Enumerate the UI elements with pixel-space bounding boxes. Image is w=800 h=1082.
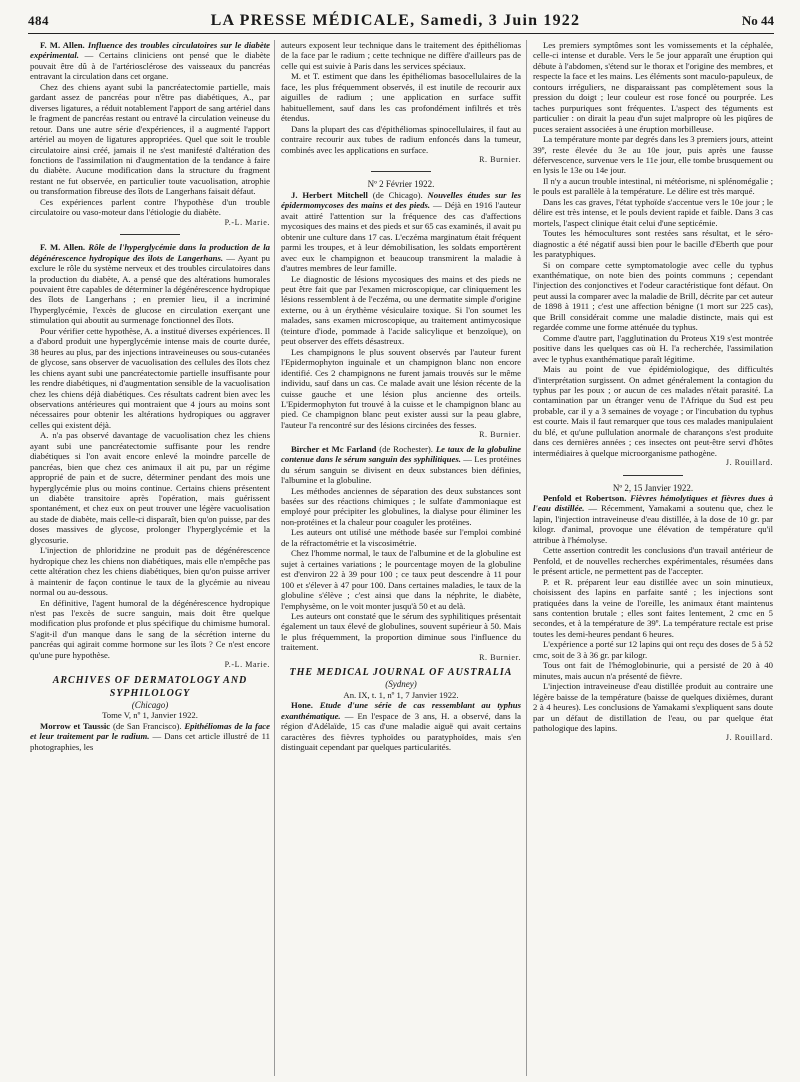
article-lead [30, 40, 270, 82]
article-text: — Les protéines du sérum sanguin se divisent en deux substances bien définies, l'albumine et la globuline. [281, 454, 521, 486]
article-separator [120, 234, 180, 235]
article-paragraph: Les auteurs ont constaté que le sérum des syphilitiques présentait également un taux élevé de globulines, souvent supérieur à 50. Mais le plus fréquemment, la proportion diminue sous l'influence du traitement. [281, 611, 521, 653]
article-paragraph: Toutes les hémocultures sont restées sans résultat, et le séro-diagnostic a été négatif aussi bien pour le bacille d'Eberth que pour les paratyphiques. [533, 228, 773, 260]
article-morrow-taussic-continued [281, 40, 521, 165]
article-text: — Certains cliniciens ont pensé que le diabète pouvait être dû à de l'artériosclérose des vaisseaux du pancréas entravant la circulation dans cet organe. [30, 50, 270, 82]
article-paragraph: Si on compare cette symptomatologie avec celle du typhus exanthématique, on note bien des points communs ; cependant l'injection des conjonctives et l'odeur caractéristique font défaut. On peut aussi la comparer avec la maladie de Brill, décrite par cet auteur de 1898 à 1911 ; c'est une affection bénigne (1 mort sur 225 cas), que Brill considérait comme une maladie distincte, mais qui est regardée comme une forme atténuée du typhus. [533, 259, 773, 333]
article-separator [623, 475, 683, 476]
article-paragraph: M. et T. estiment que dans les épithéliomas basocellulaires de la face, les plus fréquemment observés, il est inutile de recourir aux aiguilles de radium ; une application en surface suffit habituellement, sauf dans les cas profondément infiltrés et très étendus. [281, 71, 521, 124]
article-title: Le taux de la globuline contenue dans le sérum sanguin des syphilitiques. [281, 443, 521, 465]
journal-city: (Chicago) [131, 699, 169, 710]
page-header [28, 12, 774, 32]
article-lead [281, 190, 521, 274]
article-title: Etude d'une série de cas ressemblant au typhus exanthématique. [281, 700, 521, 721]
article-allen-circulatory [30, 40, 270, 228]
article-author: Penfold et Robertson. [543, 493, 627, 504]
article-paragraph: L'injection de phloridzine ne produit pas de dégénérescence hydropique chez les chiens non diabétiques, mais elle n'empêche pas cette altération chez les chiens diabétiques, bien qu'on puisse arriver à maintenir de façon continue le taux de la glycémie au niveau normal ou au-dessous. [30, 545, 270, 598]
article-penfold-robertson [533, 493, 773, 744]
article-paragraph: Dans les cas graves, l'état typhoïde s'accentue vers le 10e jour ; le délire est très intense, et le pouls devient rapide et faible. Dans 3 cas mortels, l'aspect clinique était celui d'une septicémie. [533, 196, 773, 228]
article-text: — Ayant pu exclure le rôle du système nerveux et des troubles circulatoires dans la production du diabète, A. a pensé que des altérations humorales pouvaient être capables de déterminer la dégénérescence hydropique des îlots de Langerhans ; en premier lieu, il a incriminé l'hyperglycémie, l'excès de glucose en circulation exerçant une stimulation qui aboutit au surmenage fonctionnel des îlots. [30, 252, 270, 326]
article-signature: P.-L. Marie. [224, 660, 270, 670]
column-right [533, 40, 773, 1072]
article-place: (de Rochester). [379, 443, 433, 454]
article-paragraph: La température monte par degrés dans les 3 premiers jours, atteint 39º, reste élevée du 3e au 10e jour, puis après une fausse défervescence, survenue vers le 11e jour, elle tombe brusquement ou en lysis le 13e ou 14e jour. [533, 134, 773, 176]
article-lead [30, 721, 270, 752]
column-divider [526, 40, 527, 1076]
article-text: — Déjà en 1916 l'auteur avait attiré l'attention sur la fréquence des cas d'affections mycosiques des mains et des pieds et sur 65 cas examinés, il avait pu obtenir une culture dans 17 cas. L'eczéma marginatum était fréquent parmi les troupes, et à leur démobilisation, les soldats emportèrent avec eux le champignon et beaucoup transmirent la maladie à d'autres membres de leur famille. [281, 200, 521, 274]
article-lead [30, 242, 270, 326]
issue-date: Nº 2, 15 Janvier 1922. [612, 482, 694, 493]
article-text: — En l'espace de 3 ans, H. a observé, dans la région d'Adélaïde, 15 cas d'une maladie aiguë qui avait certains caractères des fièvres typhoïdes ou paratyphoïdes, mais s'en distinguait cependant par quelques particularités. [281, 710, 521, 752]
article-author: Morrow et Taussic [40, 720, 111, 731]
page-number: 484 [28, 13, 49, 28]
article-lead [281, 444, 521, 486]
article-signature: R. Burnier. [479, 154, 521, 164]
article-paragraph: Dans la plupart des cas d'épithéliomas spinocellulaires, il faut au contraire recourir aux tubes de radium enfoncés dans la tumeur, combinés avec les applications en surface. [281, 123, 521, 155]
article-paragraph: Ces expériences parlent contre l'hypothèse d'un trouble circulatoire ou vaso-moteur dans l'étiologie du diabète. [30, 196, 270, 218]
article-title: Fièvres hémolytiques et fièvres dues à l'eau distillée. [533, 493, 773, 514]
article-text: — Dans cet article illustré de 11 photographies, les [30, 731, 270, 752]
article-lead [533, 493, 773, 545]
journal-issue: Tome V, nº 1, Janvier 1922. [102, 710, 198, 721]
article-paragraph: Il n'y a aucun trouble intestinal, ni météorisme, ni splénomégalie ; le pouls est parallèle à la température. Le délire est très marqué. [533, 175, 773, 197]
article-paragraph: Les auteurs ont utilisé une méthode basée sur l'emploi combiné de la réfractométrie et la viscosimétrie. [281, 527, 521, 548]
article-paragraph: Les premiers symptômes sont les vomissements et la céphalée, celle-ci intense et durable. Vers le 5e jour apparaît une éruption qui débute à l'abdomen, s'étend sur le thorax et l'origine des membres, et respecte la face et les mains. Les éléments sont maculo-papuleux, de contours irréguliers, ne disparaissant pas complètement sous la pression du doigt ; leur couleur est rose foncé ou pourprée. Les taches purpuriques sont fréquentes. L'aspect des téguments est particulier : on dirait la peau d'un sujet malpropre où les piqûres de puces seraient associées à une éruption morbilleuse. [533, 40, 773, 134]
column-middle [281, 40, 521, 1072]
issue-date: Nº 2 Février 1922. [367, 179, 435, 190]
article-paragraph: P. et R. préparent leur eau distillée avec un soin minutieux, choisissent des lapins en parfaite santé ; les injections sont pratiquées dans la veine de l'oreille, les animaux étant maintenus sans contention brutale ; elles sont faites lentement, 2 cmc en 5 secondes, et à la température de 39º. La température rectale est prise toutes les demi-heures pendant 6 heures. [533, 576, 773, 639]
article-paragraph: L'injection intraveineuse d'eau distillée produit au contraire une légère baisse de la température (baisse de quelques dixièmes, durant 2 à 4 heures). Les conclusions de Yamakami s'expliquent sans doute par un défaut de distillation de l'eau, ou par quelque état pathologique des lapins. [533, 681, 773, 733]
article-paragraph: Cette assertion contredit les conclusions d'un travail antérieur de Penfold, et de nouvelles recherches expérimentales, résumées dans le présent article, ne permettent pas de l'accepter. [533, 545, 773, 577]
article-place: (de San Francisco). [112, 720, 182, 731]
header-rule [28, 33, 774, 34]
article-paragraph: Mais au point de vue épidémiologique, des difficultés d'interprétation surgissent. On admet généralement la contagion du typhus par les poux ; or aucun de ces malades n'était parasité. La contamination par un étranger venu de l'Afrique du Sud est peu probable, car il y a 3 semaines de voyage ; or l'incubation du typhus est courte. Mais il faut remarquer que tous ces malades manipulaient du blé, et qu'une pullulation anormale de charançons s'est produite dans ces dernières années ; ces insectes ont peut-être servi d'hôtes intermédiaires à quelque microorganisme pathogène. [533, 364, 773, 458]
journal-heading: ARCHIVES OF DERMATOLOGY AND SYPHILOLOGY [52, 674, 248, 699]
article-mitchell [281, 190, 521, 441]
article-text: — Récemment, Yamakami a soutenu que, chez le lapin, l'injection intraveineuse d'eau distillée, à la dose de 10 gr. par kilogr. d'animal, provoque une élévation de température qu'il attribue à l'hémolyse. [533, 503, 773, 545]
article-signature: R. Burnier. [479, 430, 521, 440]
article-morrow-taussic [30, 721, 270, 752]
journal-city: (Sydney) [385, 679, 417, 690]
article-author: F. M. Allen. [40, 242, 86, 253]
article-signature: J. Rouillard. [725, 733, 773, 743]
article-paragraph: En définitive, l'agent humoral de la dégénérescence hydropique n'est pas l'excès de sucre sanguin, mais doit être quelque modification plus profonde et plus spécifique du chimisme humoral. S'agit-il d'un manque dans le sang de la sécrétion interne du pancréas qui agirait comme hormone sur les îlots ? Ce n'est encore qu'une pure hypothèse. [30, 597, 270, 660]
article-paragraph: Les champignons le plus souvent observés par l'auteur furent l'Epidermophyton inguinale et un champignon blanc non encore identifié. Ces 2 champignons ne furent jamais trouvés sur le même individu, sauf dans un cas. Ce malade avait une lésion récente de la cuisse gauche et une lésion plus ancienne des orteils. L'Epidermophyton fut trouvé à la cuisse et le champignon blanc au pied. Ce champignon blanc peut exister aussi sur la peau glabre, l'auteur l'a rencontré sur des lésions circinées des fesses. [281, 346, 521, 430]
journal-issue: An. IX, t. 1, nº 1, 7 Janvier 1922. [343, 689, 459, 700]
article-bircher-mcfarland [281, 444, 521, 664]
article-signature: P.-L. Marie. [224, 217, 270, 227]
article-title: Influence des troubles circulatoires sur le diabète expérimental. [30, 40, 270, 61]
article-separator [371, 171, 431, 172]
article-signature: R. Burnier. [479, 652, 521, 662]
column-left [30, 40, 270, 1072]
article-paragraph: Tous ont fait de l'hémoglobinurie, qui a persisté de 20 à 40 minutes, mais aucun n'a présenté de fièvre. [533, 660, 773, 681]
article-paragraph: Pour vérifier cette hypothèse, A. a institué diverses expériences. Il a d'abord produit une hyperglycémie intense mais de courte durée, 38 heures au plus, par des injections intraveineuses ou sous-cutanées de glycose, sans observer de vacuolisation des cellules des îlots chez les chiens ayant subi une pancréatectomie partielle insuffisante pour les rendre diabétiques, ni d'augmentation sensible de la vacuolisation chez les chiens déjà diabétiques. Ces résultats cadrent bien avec les observations antérieures qui montraient que 4 jours au moins sont nécessaires pour obtenir les altérations hydropiques ou aggraver celles qui existent déjà. [30, 325, 270, 430]
article-author: F. M. Allen. [40, 40, 85, 50]
article-hone-continued [533, 40, 773, 469]
article-hone [281, 700, 521, 752]
article-title: Epithéliomas de la face et leur traitement par le radium. [30, 720, 270, 742]
journal-heading: THE MEDICAL JOURNAL OF AUSTRALIA [289, 667, 513, 679]
column-divider [274, 40, 275, 1076]
article-paragraph: Le diagnostic de lésions mycosiques des mains et des pieds ne peut être fait que par l'examen microscopique, car cliniquement les lésions ressemblent à de l'eczéma, ou une dermatite simple d'origine externe, ou à un érythème vésiculaire toxique. Si l'on soumet les malades, sans examen microscopique, au traitement antimycosique (teinture d'iode, pommade à l'acide salicylique et benzoïque), on peut observer des effets désastreux. [281, 273, 521, 347]
article-title: Rôle de l'hyperglycémie dans la production de la dégénérescence hydropique des îlots de Langerhans. [30, 242, 270, 263]
article-paragraph: Les méthodes anciennes de séparation des deux substances sont basées sur des réactions chimiques ; le sulfate d'ammoniaque est employé pour précipiter les globulines, la dialyse pour éliminer les non-protéines et la chaleur pour coaguler les protéines. [281, 485, 521, 527]
article-paragraph: A. n'a pas observé davantage de vacuolisation chez les chiens ayant subi une pancréatectomie suffisante pour les rendre diabétiques si l'on avait encore enlevé la moindre parcelle de pancréas, bien que chez ces animaux il ait pu, par un régime approprié de pain et de sucre, déterminer pendant des mois une hyperglycémie plus ou moins continue. Certains chiens présentent un diabète transitoire après l'opération, mais guérissent spontanément, et chez eux on peut trouver une légère vacuolisation au stade de diabète, mais celle-ci disparaît, bien qu'on puisse, par des doses massives de glycose, prolonger l'hyperglycémie et la glycosurie. [30, 430, 270, 545]
article-signature: J. Rouillard. [725, 458, 773, 468]
article-author: J. Herbert Mitchell [291, 189, 368, 200]
article-paragraph: Comme d'autre part, l'agglutination du Proteus X19 s'est montrée positive dans les quelques cas où H. l'a recherchée, l'assimilation avec le typhus exanthématique paraît légitime. [533, 332, 773, 364]
article-paragraph: auteurs exposent leur technique dans le traitement des épithéliomas de la face par le radium ; cette technique ne diffère d'ailleurs pas de celle qui est suivie à Paris dans les services spéciaux. [281, 40, 521, 71]
article-lead [281, 700, 521, 752]
article-paragraph: Chez des chiens ayant subi la pancréatectomie partielle, mais gardant assez de pancréas pour n'être pas diabétiques, A., par diverses ligatures, a réduit notablement l'apport de sang artériel dans le fragment de pancréas restant ou entravé la circulation veineuse du retour. Dans une autre série d'expériences, il a augmenté l'apport artériel au moyen de ligatures appropriées. Quel que soit le trouble circulatoire ainsi créé, jamais il ne s'est manifesté d'altération des fonctions de l'assimilation ni d'augmentation de la tendance à faire du diabète. Aucune modification dans la structure du fragment restant ne fut observée, en particulier toute vacuolisation, atrophie ou transformation fibreuse des îlots de Langerhans faisait défaut. [30, 81, 270, 197]
article-allen-hyperglycemia [30, 242, 270, 671]
journal-title: LA PRESSE MÉDICALE, Samedi, 3 Juin 1922 [210, 12, 581, 29]
article-paragraph: Chez l'homme normal, le taux de l'albumine et de la globuline est sujet à certaines variations ; le pourcentage moyen de la globuline est d'environ 22 à 39 pour 100 ; ce taux peut descendre à 11 pour 100 et s'élever à 47 pour 100. Dans certaines maladies, le taux de la globuline s'élève ; c'est ainsi que dans la néphrite, le diabète, l'emphysème, on le voit monter jusqu'à 50 et au delà. [281, 548, 521, 611]
article-author: Hone. [291, 700, 313, 711]
article-place: (de Chicago). [372, 189, 423, 200]
issue-number: No 44 [741, 13, 774, 28]
article-title: Nouvelles études sur les épidermomycoses des mains et des pieds. [281, 189, 521, 211]
article-paragraph: L'expérience a porté sur 12 lapins qui ont reçu des doses de 5 à 52 cmc, soit de 3 à 36 gr. par kilogr. [533, 639, 773, 660]
article-author: Bircher et Mc Farland [291, 443, 377, 454]
